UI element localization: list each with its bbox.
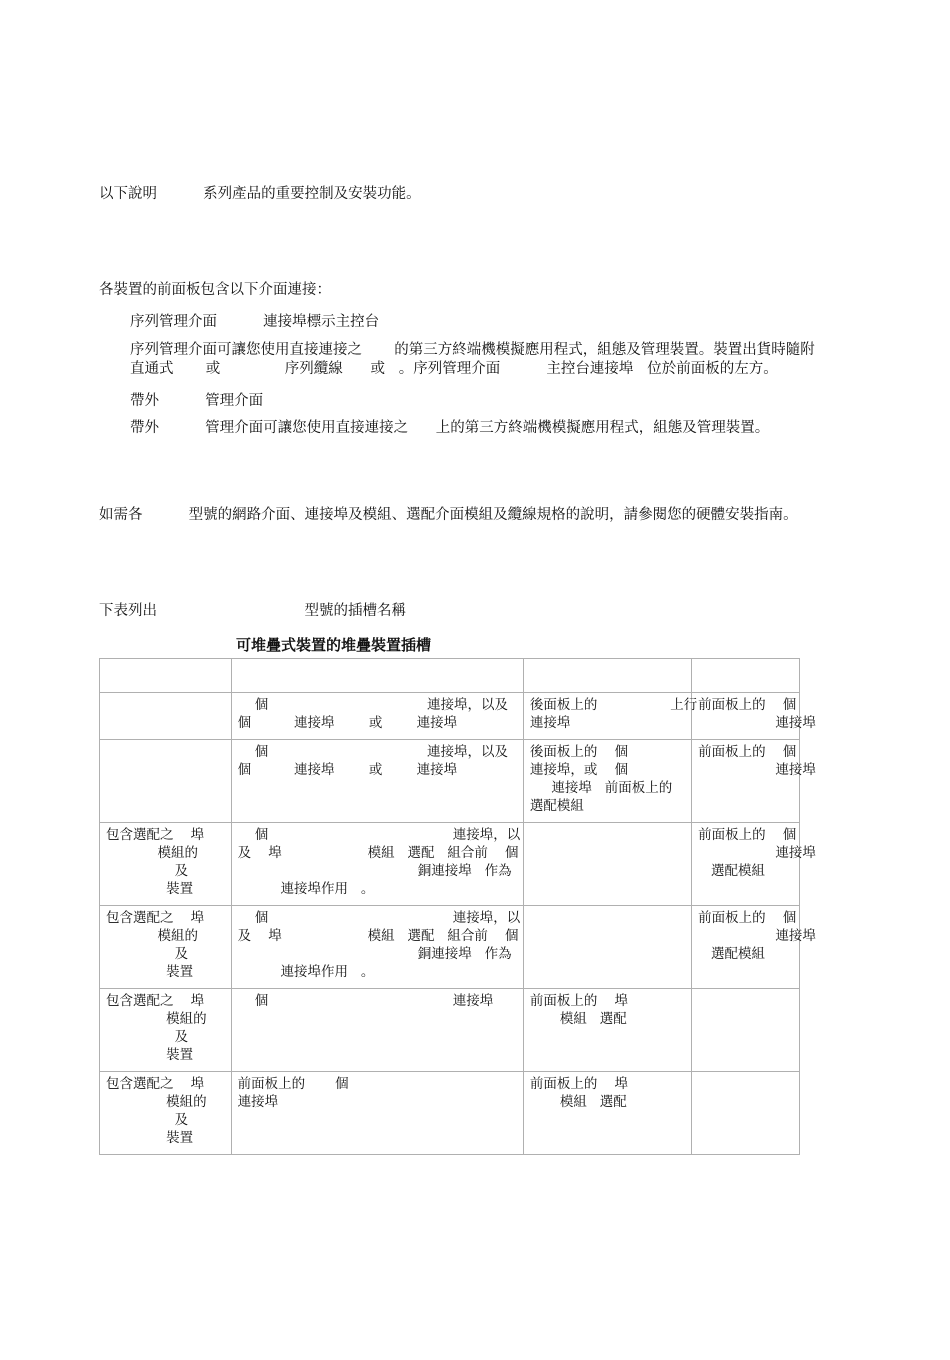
table-cell: 包含選配之 埠 模組的 及 裝置 [100, 1072, 232, 1155]
table-cell: 個 連接埠 [231, 989, 523, 1072]
table-cell: 包含選配之 埠 模組的 及 裝置 [100, 989, 232, 1072]
table-row [100, 823, 800, 906]
table-cell [692, 1072, 800, 1155]
oob-interface-desc: 帶外 管理介面可讓您使用直接連接之 上的第三方終端機模擬應用程式，組態及管理裝置。 [130, 420, 770, 436]
table-cell [100, 693, 232, 740]
serial-interface-desc-line2: 直通式 或 序列纜線 或 。序列管理介面 主控台連接埠 位於前面板的左方。 [130, 361, 778, 377]
table-cell: 包含選配之 埠 模組的 及 裝置 [100, 906, 232, 989]
table-cell [100, 659, 232, 693]
table-cell: 前面板上的 埠 模組 選配 [523, 1072, 691, 1155]
table-row [100, 906, 800, 989]
table-cell: 個 連接埠，以 及 埠 模組 選配 組合前 個 銅連接埠 作為 連接埠作用 。 [231, 823, 523, 906]
models-note: 如需各 型號的網路介面、連接埠及模組、選配介面模組及纜線規格的說明，請參閱您的硬體安裝指南。 [99, 507, 798, 523]
table-header-row [100, 659, 800, 693]
table-cell: 前面板上的 個 連接埠 選配模組 [692, 823, 800, 906]
table-cell: 後面板上的 個 連接埠，或 個 連接埠 前面板上的 選配模組 [523, 740, 691, 823]
serial-interface-desc-line1: 序列管理介面可讓您使用直接連接之 的第三方終端機模擬應用程式，組態及管理裝置。裝置出貨時隨附 [130, 342, 815, 358]
table-cell: 包含選配之 埠 模組的 及 裝置 [100, 823, 232, 906]
table-cell: 後面板上的 上行 連接埠 [523, 693, 691, 740]
table-cell: 前面板上的 個 連接埠 [231, 1072, 523, 1155]
table-cell [692, 659, 800, 693]
intro-text: 以下說明 系列產品的重要控制及安裝功能。 [99, 186, 421, 202]
table-cell: 前面板上的 個 連接埠 選配模組 [692, 906, 800, 989]
table-cell [523, 659, 691, 693]
table-cell: 個 連接埠，以 及 埠 模組 選配 組合前 個 銅連接埠 作為 連接埠作用 。 [231, 906, 523, 989]
table-cell [692, 989, 800, 1072]
table-cell [523, 906, 691, 989]
table-row [100, 740, 800, 823]
oob-interface-title: 帶外 管理介面 [130, 393, 264, 409]
table-cell: 個 連接埠，以及 個 連接埠 或 連接埠 [231, 693, 523, 740]
table-cell [100, 740, 232, 823]
serial-interface-title: 序列管理介面 連接埠標示主控台 [130, 314, 380, 330]
table-cell [231, 659, 523, 693]
table-cell [523, 823, 691, 906]
table-cell: 個 連接埠，以及 個 連接埠 或 連接埠 [231, 740, 523, 823]
table-cell: 前面板上的 個 連接埠 [692, 693, 800, 740]
table-row [100, 989, 800, 1072]
table-title: 可堆疊式裝置的堆疊裝置插槽 [236, 636, 432, 654]
table-row [100, 693, 800, 740]
table-row [100, 1072, 800, 1155]
table-cell: 前面板上的 個 連接埠 [692, 740, 800, 823]
front-panel-heading: 各裝置的前面板包含以下介面連接： [99, 282, 331, 298]
table-intro: 下表列出 型號的插槽名稱 [99, 603, 406, 619]
stacking-slots-table [99, 658, 816, 1155]
table-cell: 前面板上的 埠 模組 選配 [523, 989, 691, 1072]
